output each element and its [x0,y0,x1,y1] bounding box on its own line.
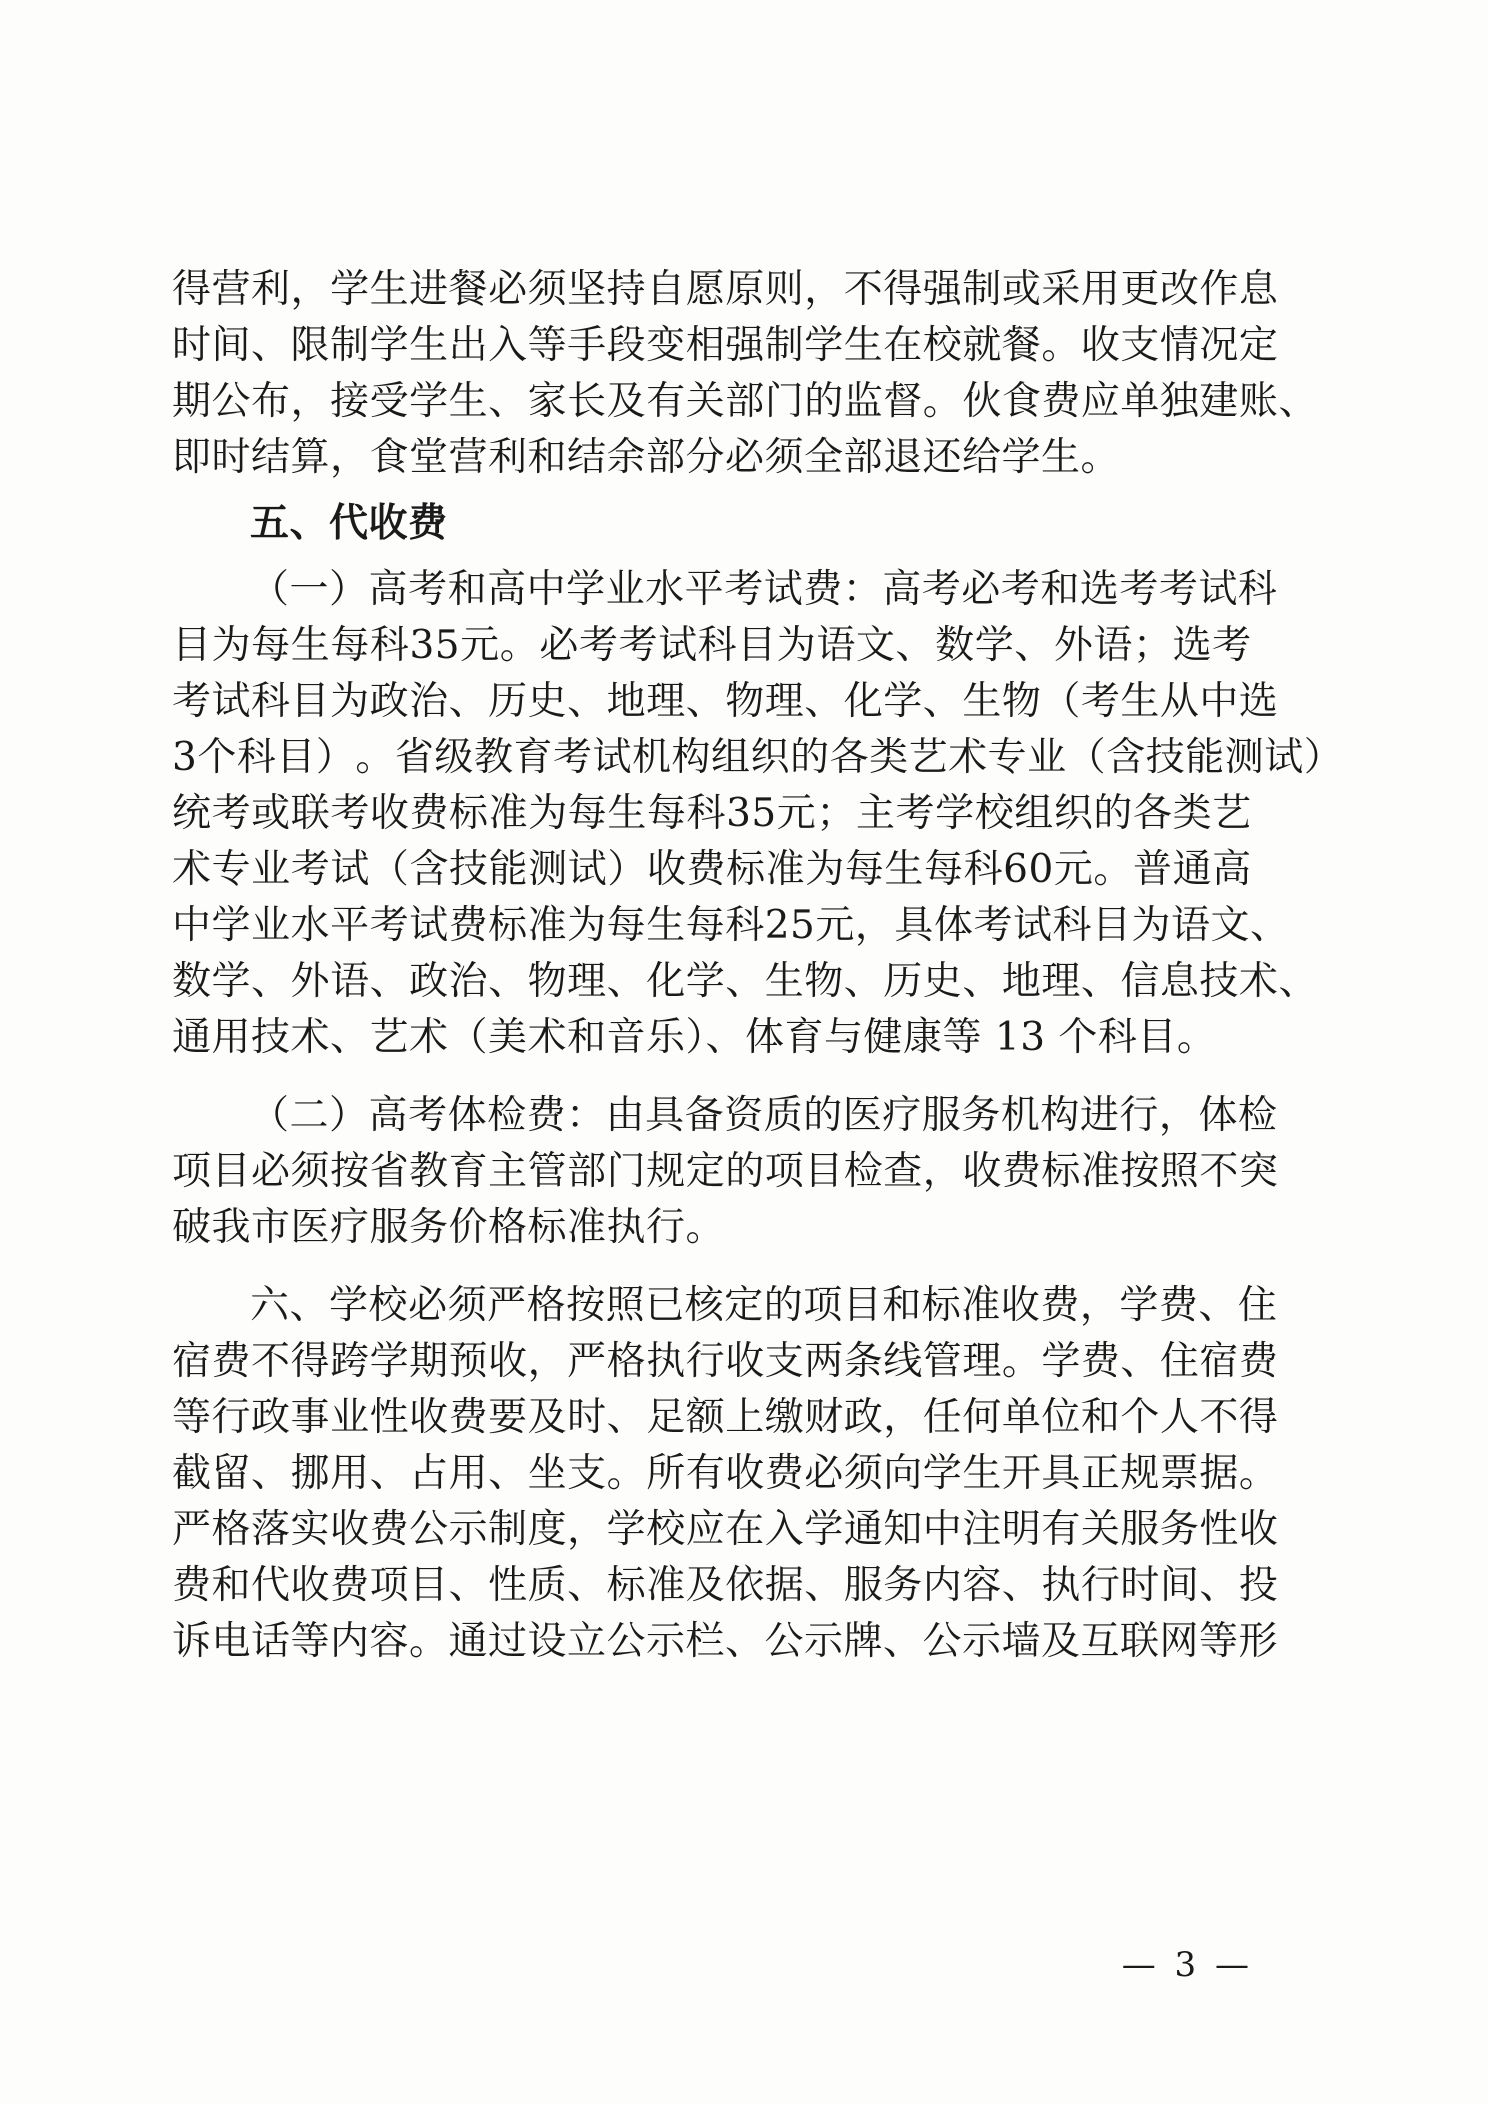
text-line: 五、代收费 [250,501,448,546]
text-line: 通用技术、艺术（美术和音乐）、体育与健康等 13 个科目。 [172,1015,1217,1060]
text-line: 目 为 每 生 每 科 35 元 。 必 考 考 试 科 目 为 语 文 、 数 学 、 外 语 ； 选 考 [172,623,1252,668]
text-line: 中 学 业 水 平 考 试 费 标 准 为 每 生 每 科 25 元 ， 具 体 考 试 科 目 为 语 文 、 [172,903,1290,948]
paragraph [172,1088,1279,1256]
paragraph [172,262,1318,486]
section-heading [172,496,1252,552]
text-line: 时 间 、 限 制 学 生 出 入 等 手 段 变 相 强 制 学 生 在 校 就 餐 。 收 支 情 况 定 [172,323,1279,368]
text-line: 六 、 学 校 必 须 严 格 按 照 已 核 定 的 项 目 和 标 准 收 费 ， 学 费 、 住 [250,1283,1278,1328]
text-line: 术 专 业 考 试 （ 含 技 能 测 试 ） 收 费 标 准 为 每 生 每 科 60 元 。 普 通 高 [172,847,1252,892]
text-line: 破我市医疗服务价格标准执行。 [172,1205,726,1250]
text-line: （ 二 ） 高 考 体 检 费 ： 由 具 备 资 质 的 医 疗 服 务 机 构 进 行 ， 体 检 [250,1093,1278,1138]
document-body [172,262,1344,1670]
text-line: 等 行 政 事 业 性 收 费 要 及 时 、 足 额 上 缴 财 政 ， 任 何 单 位 和 个 人 不 得 [172,1395,1279,1440]
paragraph [172,562,1344,1066]
text-line: 期 公 布 ， 接 受 学 生 、 家 长 及 有 关 部 门 的 监 督 。 伙 食 费 应 单 独 建 账 、 [172,379,1318,424]
text-line: 得 营 利 ， 学 生 进 餐 必 须 坚 持 自 愿 原 则 ， 不 得 强 制 或 采 用 更 改 作 息 [172,267,1279,312]
page-number: — 3 — [1121,1945,1253,1985]
text-line: 统 考 或 联 考 收 费 标 准 为 每 生 每 科 35 元 ； 主 考 学 校 组 织 的 各 类 艺 [172,791,1252,836]
text-line: 3 个 科 目 ） 。 省 级 教 育 考 试 机 构 组 织 的 各 类 艺 术 专 业 （ 含 技 能 测 试 ） [172,735,1344,780]
text-line: 考 试 科 目 为 政 治 、 历 史 、 地 理 、 物 理 、 化 学 、 生 物 （ 考 生 从 中 选 [172,679,1279,724]
text-line: 即时结算，食堂营利和结余部分必须全部退还给学生。 [172,435,1121,480]
text-line: 宿 费 不 得 跨 学 期 预 收 ， 严 格 执 行 收 支 两 条 线 管 理 。 学 费 、 住 宿 费 [172,1339,1279,1384]
text-line: 项 目 必 须 按 省 教 育 主 管 部 门 规 定 的 项 目 检 查 ， 收 费 标 准 按 照 不 突 [172,1149,1279,1194]
text-line: （ 一 ） 高 考 和 高 中 学 业 水 平 考 试 费 ： 高 考 必 考 和 选 考 考 试 科 [250,567,1278,612]
paragraph [172,1278,1279,1670]
text-line: 截 留 、 挪 用 、 占 用 、 坐 支 。 所 有 收 费 必 须 向 学 生 开 具 正 规 票 据 。 [172,1451,1279,1496]
text-line: 数 学 、 外 语 、 政 治 、 物 理 、 化 学 、 生 物 、 历 史 、 地 理 、 信 息 技 术 、 [172,959,1318,1004]
text-line: 严 格 落 实 收 费 公 示 制 度 ， 学 校 应 在 入 学 通 知 中 注 明 有 关 服 务 性 收 [172,1507,1279,1552]
text-line: 费 和 代 收 费 项 目 、 性 质 、 标 准 及 依 据 、 服 务 内 容 、 执 行 时 间 、 投 [172,1563,1279,1608]
text-line: 诉电话等内容。通过设立公示栏、公示牌、公示墙及互联网等形 [172,1619,1279,1664]
